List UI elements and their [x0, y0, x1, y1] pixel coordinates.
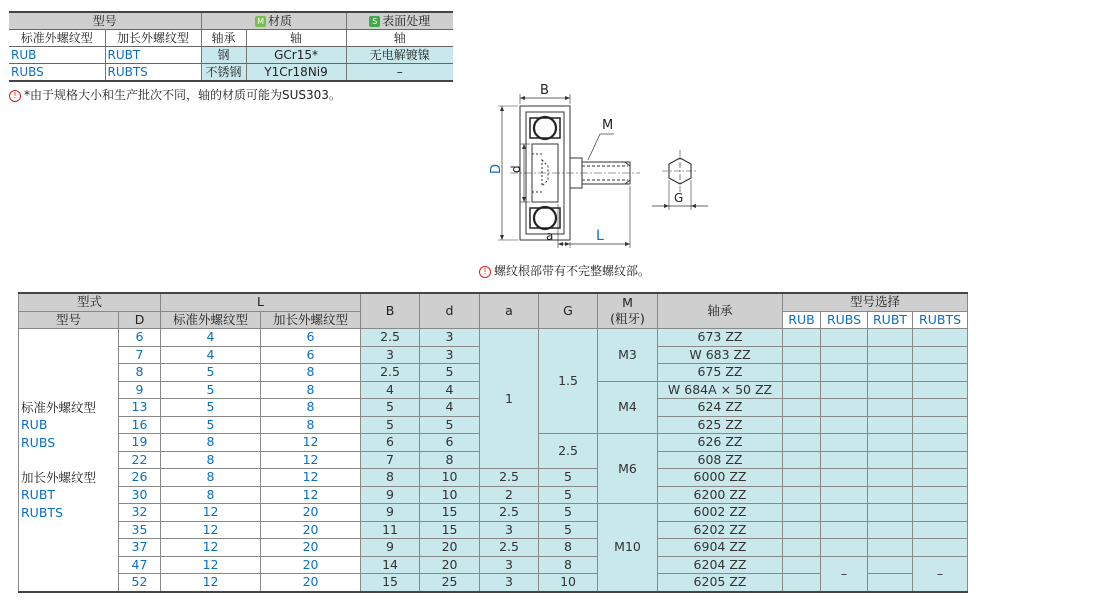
cell-l-ext: 20: [261, 556, 361, 574]
cell-sel: [783, 469, 821, 487]
material-shaft: GCr15*: [246, 47, 346, 64]
cell-sel: [821, 329, 868, 347]
cell-l-std: 12: [161, 574, 261, 592]
cell-d: 52: [119, 574, 161, 592]
cell-sel: [913, 364, 968, 382]
material-rub: RUB: [9, 47, 105, 64]
cell-sel-dash: –: [821, 556, 868, 592]
cell-bearing: 625 ZZ: [658, 416, 783, 434]
cell-l-ext: 20: [261, 574, 361, 592]
material-rubts: RUBTS: [105, 64, 201, 82]
dim-label-l: L: [596, 228, 604, 244]
model-group: [19, 329, 119, 592]
cell-g: 8: [539, 539, 598, 557]
cell-sel: [821, 504, 868, 522]
header-m-label: M: [622, 295, 633, 310]
material-sub-surface: 轴: [346, 30, 453, 47]
cell-sel: [783, 434, 821, 452]
cell-d-small: 25: [420, 574, 480, 592]
cell-bearing: 6904 ZZ: [658, 539, 783, 557]
cell-bearing: 626 ZZ: [658, 434, 783, 452]
cell-sel: [868, 469, 913, 487]
cell-b: 14: [361, 556, 420, 574]
table-row: [19, 556, 968, 574]
header-l-ext: 加长外螺纹型: [261, 311, 361, 329]
cell-sel: [913, 539, 968, 557]
cell-sel: [868, 451, 913, 469]
cell-d-small: 3: [420, 346, 480, 364]
cell-b: 15: [361, 574, 420, 592]
cell-sel: [783, 504, 821, 522]
cell-d: 6: [119, 329, 161, 347]
cell-l-std: 5: [161, 364, 261, 382]
material-rubt: RUBT: [105, 47, 201, 64]
group-rubs: RUBS: [21, 434, 56, 450]
cell-sel: [868, 539, 913, 557]
cell-d-small: 6: [420, 434, 480, 452]
cell-sel: [821, 381, 868, 399]
cell-l-std: 8: [161, 486, 261, 504]
dim-label-b: B: [540, 83, 549, 98]
material-note-text: *由于规格大小和生产批次不同，轴的材质可能为SUS303。: [24, 88, 341, 102]
cell-a: 3: [480, 574, 539, 592]
dim-label-big-d: D: [489, 163, 504, 174]
cell-l-std: 4: [161, 329, 261, 347]
material-row: [9, 64, 453, 82]
cell-sel: [821, 364, 868, 382]
table-row: [19, 504, 968, 522]
cell-sel-dash: –: [913, 556, 968, 592]
cell-b: 7: [361, 451, 420, 469]
cell-sel: [913, 329, 968, 347]
cell-d-small: 5: [420, 416, 480, 434]
cell-d-small: 5: [420, 364, 480, 382]
material-shaft: Y1Cr18Ni9: [246, 64, 346, 82]
cell-bearing: 608 ZZ: [658, 451, 783, 469]
cell-d: 16: [119, 416, 161, 434]
group-ext-label: 加长外螺纹型: [21, 469, 97, 485]
cell-l-ext: 12: [261, 434, 361, 452]
cell-l-ext: 12: [261, 451, 361, 469]
cell-l-ext: 8: [261, 399, 361, 417]
spec-table: [18, 292, 968, 593]
header-sel-rubt: RUBT: [868, 311, 913, 329]
material-note: [9, 86, 341, 103]
cell-d: 9: [119, 381, 161, 399]
cell-l-std: 4: [161, 346, 261, 364]
header-d-big: D: [119, 311, 161, 329]
cell-l-std: 8: [161, 451, 261, 469]
cell-l-ext: 12: [261, 469, 361, 487]
cell-g: 2.5: [539, 434, 598, 469]
surface-header-label: 表面处理: [382, 14, 431, 28]
dim-label-small-d: d: [509, 165, 523, 173]
cell-l-ext: 8: [261, 416, 361, 434]
cell-bearing: 624 ZZ: [658, 399, 783, 417]
diagram-note-text: 螺纹根部带有不完整螺纹部。: [494, 264, 651, 278]
material-header-model: 型号: [9, 12, 201, 30]
cell-d-small: 10: [420, 469, 480, 487]
cell-d-small: 4: [420, 399, 480, 417]
cell-sel: [821, 399, 868, 417]
ball-bottom: [534, 207, 556, 229]
header-type: 型式: [19, 293, 161, 311]
surface-badge-icon: S: [369, 16, 380, 27]
dim-label-g: G: [674, 191, 684, 205]
cell-sel: [783, 416, 821, 434]
cell-l-ext: 20: [261, 504, 361, 522]
cell-sel: [821, 486, 868, 504]
material-surface: –: [346, 64, 453, 82]
cell-sel: [868, 521, 913, 539]
cell-l-ext: 8: [261, 381, 361, 399]
cell-l-std: 5: [161, 416, 261, 434]
material-sub-standard: 标准外螺纹型: [9, 30, 105, 47]
table-row: [19, 329, 968, 347]
dim-label-a: a: [546, 229, 554, 243]
header-m-sub: (粗牙): [610, 311, 645, 326]
cell-d: 32: [119, 504, 161, 522]
cell-l-std: 12: [161, 521, 261, 539]
cell-bearing: 675 ZZ: [658, 364, 783, 382]
cell-sel: [913, 521, 968, 539]
cell-sel: [821, 469, 868, 487]
table-row: [19, 539, 968, 557]
header-sel-rubts: RUBTS: [913, 311, 968, 329]
cell-d: 7: [119, 346, 161, 364]
cell-g: 5: [539, 469, 598, 487]
cell-bearing: 6002 ZZ: [658, 504, 783, 522]
cell-sel: [913, 486, 968, 504]
cell-d-small: 20: [420, 556, 480, 574]
header-d-small: d: [420, 293, 480, 329]
cell-sel: [868, 329, 913, 347]
cell-b: 2.5: [361, 364, 420, 382]
cell-sel: [913, 381, 968, 399]
cell-d: 19: [119, 434, 161, 452]
material-header-material: [201, 12, 346, 30]
cell-a: 2.5: [480, 469, 539, 487]
cell-bearing: 6205 ZZ: [658, 574, 783, 592]
ball-top: [534, 117, 556, 139]
cell-a: 3: [480, 521, 539, 539]
header-b: B: [361, 293, 420, 329]
cell-l-std: 5: [161, 399, 261, 417]
cell-sel: [783, 451, 821, 469]
group-rubts: RUBTS: [21, 504, 63, 520]
cell-sel: [821, 539, 868, 557]
cell-g: 5: [539, 504, 598, 522]
cell-sel: [783, 381, 821, 399]
cell-d: 30: [119, 486, 161, 504]
cell-d: 47: [119, 556, 161, 574]
group-std-label: 标准外螺纹型: [21, 399, 97, 415]
cell-g: 5: [539, 521, 598, 539]
cell-l-std: 5: [161, 381, 261, 399]
cell-g: 8: [539, 556, 598, 574]
header-sel-rubs: RUBS: [821, 311, 868, 329]
cell-d-small: 8: [420, 451, 480, 469]
dim-label-m: M: [602, 118, 614, 133]
cell-sel: [783, 539, 821, 557]
cell-m: M6: [598, 434, 658, 504]
header-g: G: [539, 293, 598, 329]
cell-b: 8: [361, 469, 420, 487]
material-header-surface: [346, 12, 453, 30]
cell-a: 1: [480, 329, 539, 469]
cell-b: 9: [361, 539, 420, 557]
header-m: [598, 293, 658, 329]
cell-a: 3: [480, 556, 539, 574]
header-sel-rub: RUB: [783, 311, 821, 329]
cell-sel: [783, 399, 821, 417]
cell-m: M3: [598, 329, 658, 382]
table-row: [19, 469, 968, 487]
cell-sel: [868, 486, 913, 504]
cell-sel: [821, 434, 868, 452]
cell-d-small: 15: [420, 521, 480, 539]
cell-b: 5: [361, 399, 420, 417]
cell-d: 8: [119, 364, 161, 382]
warning-icon: !: [9, 90, 21, 102]
material-row: [9, 47, 453, 64]
cell-sel: [868, 381, 913, 399]
material-table: [9, 11, 453, 82]
header-l: L: [161, 293, 361, 311]
cell-sel: [913, 469, 968, 487]
cell-sel: [868, 504, 913, 522]
cell-sel: [913, 451, 968, 469]
cell-m: M10: [598, 504, 658, 592]
cell-l-ext: 20: [261, 539, 361, 557]
material-surface: 无电解镀镍: [346, 47, 453, 64]
cell-bearing: 673 ZZ: [658, 329, 783, 347]
cell-d-small: 4: [420, 381, 480, 399]
cell-sel: [868, 399, 913, 417]
cell-sel: [913, 504, 968, 522]
bearing-diagram: [480, 82, 710, 254]
material-bearing: 钢: [201, 47, 246, 64]
cell-sel: [868, 346, 913, 364]
material-sub-extended: 加长外螺纹型: [105, 30, 201, 47]
cell-d-small: 3: [420, 329, 480, 347]
cell-b: 2.5: [361, 329, 420, 347]
cell-d-small: 20: [420, 539, 480, 557]
table-row: [19, 521, 968, 539]
cell-a: 2: [480, 486, 539, 504]
cell-sel: [783, 486, 821, 504]
cell-l-ext: 12: [261, 486, 361, 504]
cell-a: 2.5: [480, 504, 539, 522]
cell-l-std: 8: [161, 469, 261, 487]
header-l-std: 标准外螺纹型: [161, 311, 261, 329]
cell-sel: [783, 346, 821, 364]
warning-icon: !: [479, 266, 491, 278]
cell-sel: [868, 556, 913, 574]
cell-l-std: 12: [161, 539, 261, 557]
cell-b: 5: [361, 416, 420, 434]
diagram-note: [479, 262, 650, 279]
cell-sel: [783, 364, 821, 382]
group-rub: RUB: [21, 417, 48, 432]
cell-bearing: 6202 ZZ: [658, 521, 783, 539]
cell-sel: [821, 416, 868, 434]
cell-sel: [913, 399, 968, 417]
cell-sel: [913, 434, 968, 452]
cell-b: 11: [361, 521, 420, 539]
cell-d-small: 10: [420, 486, 480, 504]
cell-b: 9: [361, 486, 420, 504]
material-sub-bearing: 轴承: [201, 30, 246, 47]
cell-bearing: 6200 ZZ: [658, 486, 783, 504]
cell-l-std: 12: [161, 556, 261, 574]
cell-sel: [821, 521, 868, 539]
cell-d: 13: [119, 399, 161, 417]
cell-g: 5: [539, 486, 598, 504]
cell-d: 37: [119, 539, 161, 557]
cell-d: 22: [119, 451, 161, 469]
cell-l-std: 12: [161, 504, 261, 522]
cell-b: 4: [361, 381, 420, 399]
table-row: [19, 486, 968, 504]
cell-a: 2.5: [480, 539, 539, 557]
cell-sel: [821, 451, 868, 469]
material-badge-icon: M: [255, 16, 266, 27]
cell-b: 9: [361, 504, 420, 522]
cell-sel: [783, 556, 821, 574]
material-rubs: RUBS: [9, 64, 105, 82]
header-selection: 型号选择: [783, 293, 968, 311]
material-header-label: 材质: [268, 14, 293, 28]
cell-sel: [913, 346, 968, 364]
cell-l-std: 8: [161, 434, 261, 452]
cell-sel: [783, 521, 821, 539]
cell-sel: [783, 329, 821, 347]
cell-sel: [821, 346, 868, 364]
cell-bearing: 6000 ZZ: [658, 469, 783, 487]
header-model: 型号: [19, 311, 119, 329]
cell-sel: [868, 574, 913, 592]
cell-l-ext: 6: [261, 346, 361, 364]
cell-d: 26: [119, 469, 161, 487]
cell-bearing: W 683 ZZ: [658, 346, 783, 364]
cell-sel: [913, 416, 968, 434]
cell-b: 6: [361, 434, 420, 452]
header-a: a: [480, 293, 539, 329]
cell-l-ext: 8: [261, 364, 361, 382]
cell-d-small: 15: [420, 504, 480, 522]
cell-g: 1.5: [539, 329, 598, 434]
cell-l-ext: 6: [261, 329, 361, 347]
cell-m: M4: [598, 381, 658, 434]
cell-l-ext: 20: [261, 521, 361, 539]
cell-b: 3: [361, 346, 420, 364]
cell-d: 35: [119, 521, 161, 539]
cell-bearing: 6204 ZZ: [658, 556, 783, 574]
material-bearing: 不锈钢: [201, 64, 246, 82]
group-rubt: RUBT: [21, 487, 56, 502]
cell-sel: [868, 434, 913, 452]
material-sub-shaft: 轴: [246, 30, 346, 47]
cell-bearing: W 684A × 50 ZZ: [658, 381, 783, 399]
cell-g: 10: [539, 574, 598, 592]
cell-sel: [783, 574, 821, 592]
cell-sel: [868, 416, 913, 434]
cell-sel: [868, 364, 913, 382]
header-bearing: 轴承: [658, 293, 783, 329]
